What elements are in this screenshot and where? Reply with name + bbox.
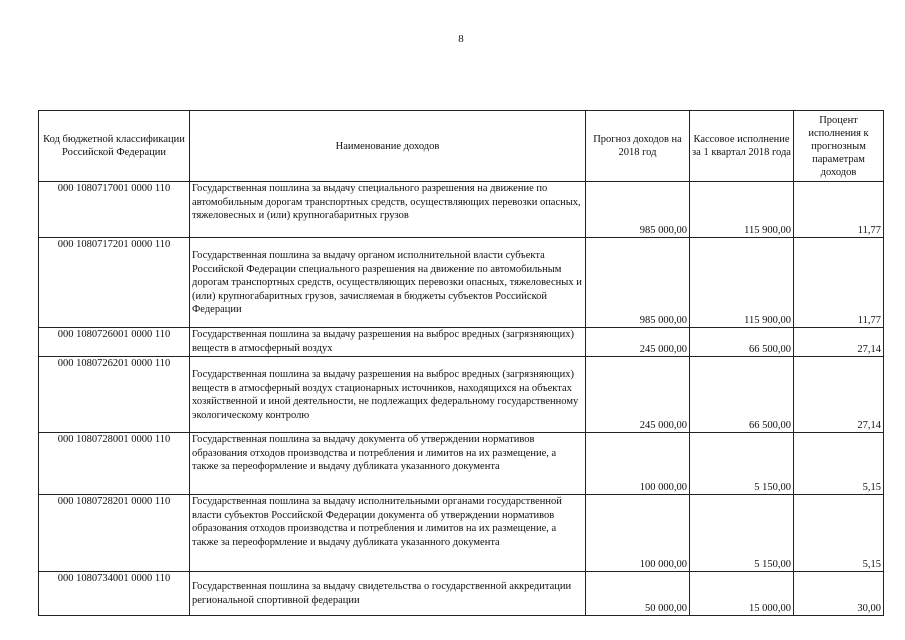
header-execution-percent: Процент исполнения к прогнозным параметрам доходов	[794, 111, 884, 182]
row-code: 000 1080726201 0000 110	[39, 357, 190, 433]
row-executed: 5 150,00	[690, 433, 794, 495]
row-executed: 115 900,00	[690, 238, 794, 328]
header-revenue-name: Наименование доходов	[190, 111, 586, 182]
row-percent: 5,15	[794, 433, 884, 495]
row-forecast: 985 000,00	[586, 238, 690, 328]
row-code: 000 1080734001 0000 110	[39, 572, 190, 616]
row-percent: 30,00	[794, 572, 884, 616]
row-code: 000 1080717201 0000 110	[39, 238, 190, 328]
page-number: 8	[458, 33, 464, 45]
table-row	[39, 495, 884, 572]
row-name: Государственная пошлина за выдачу свидетельства о государственной аккредитации региональной спортивной федерации	[190, 572, 586, 616]
table-row	[39, 328, 884, 357]
row-executed: 115 900,00	[690, 182, 794, 238]
row-name: Государственная пошлина за выдачу документа об утверждении нормативов образования отходов производства и потребления и лимитов на их размещение, а также за переоформление и выдачу дубликата указанного документа	[190, 433, 586, 495]
row-percent: 27,14	[794, 357, 884, 433]
table-header-row	[39, 111, 884, 182]
row-percent: 11,77	[794, 238, 884, 328]
table-row	[39, 433, 884, 495]
table-row	[39, 238, 884, 328]
row-name: Государственная пошлина за выдачу разрешения на выброс вредных (загрязняющих) веществ в атмосферный воздух	[190, 328, 586, 357]
row-forecast: 245 000,00	[586, 357, 690, 433]
row-forecast: 245 000,00	[586, 328, 690, 357]
row-code: 000 1080726001 0000 110	[39, 328, 190, 357]
row-percent: 5,15	[794, 495, 884, 572]
row-executed: 15 000,00	[690, 572, 794, 616]
row-name: Государственная пошлина за выдачу специального разрешения на движение по автомобильным дорогам транспортных средств, осуществляющих перевозки опасных, тяжеловесных и (или) крупногабаритных грузов	[190, 182, 586, 238]
row-percent: 27,14	[794, 328, 884, 357]
table-row	[39, 357, 884, 433]
row-name: Государственная пошлина за выдачу органом исполнительной власти субъекта Российской Федерации специального разрешения на движение по автомобильным дорогам транспортных средств, осуществляющих перевозки опасных, тяжеловесных и (или) крупногабаритных грузов, зачисляемая в бюджеты субъектов Российской Федерации	[190, 238, 586, 328]
row-percent: 11,77	[794, 182, 884, 238]
row-executed: 5 150,00	[690, 495, 794, 572]
header-forecast-2018: Прогноз доходов на 2018 год	[586, 111, 690, 182]
row-executed: 66 500,00	[690, 357, 794, 433]
row-code: 000 1080728201 0000 110	[39, 495, 190, 572]
row-name: Государственная пошлина за выдачу разрешения на выброс вредных (загрязняющих) веществ в атмосферный воздух стационарных источников, находящихся на объектах хозяйственной и иной деятельности, не подлежащих федеральному государственному экологическому контролю	[190, 357, 586, 433]
budget-revenue-table	[38, 110, 884, 616]
header-budget-code: Код бюджетной классификации Российской Федерации	[39, 111, 190, 182]
table-row	[39, 572, 884, 616]
header-cash-execution-q1: Кассовое исполнение за 1 квартал 2018 года	[690, 111, 794, 182]
table-row	[39, 182, 884, 238]
row-code: 000 1080728001 0000 110	[39, 433, 190, 495]
row-forecast: 50 000,00	[586, 572, 690, 616]
row-forecast: 100 000,00	[586, 433, 690, 495]
row-forecast: 100 000,00	[586, 495, 690, 572]
row-forecast: 985 000,00	[586, 182, 690, 238]
row-executed: 66 500,00	[690, 328, 794, 357]
row-name: Государственная пошлина за выдачу исполнительными органами государственной власти субъектов Российской Федерации документа об утверждении нормативов образования отходов производства и потребления и лимитов на их размещение, а также за переоформление и выдачу дубликата указанного документа	[190, 495, 586, 572]
row-code: 000 1080717001 0000 110	[39, 182, 190, 238]
